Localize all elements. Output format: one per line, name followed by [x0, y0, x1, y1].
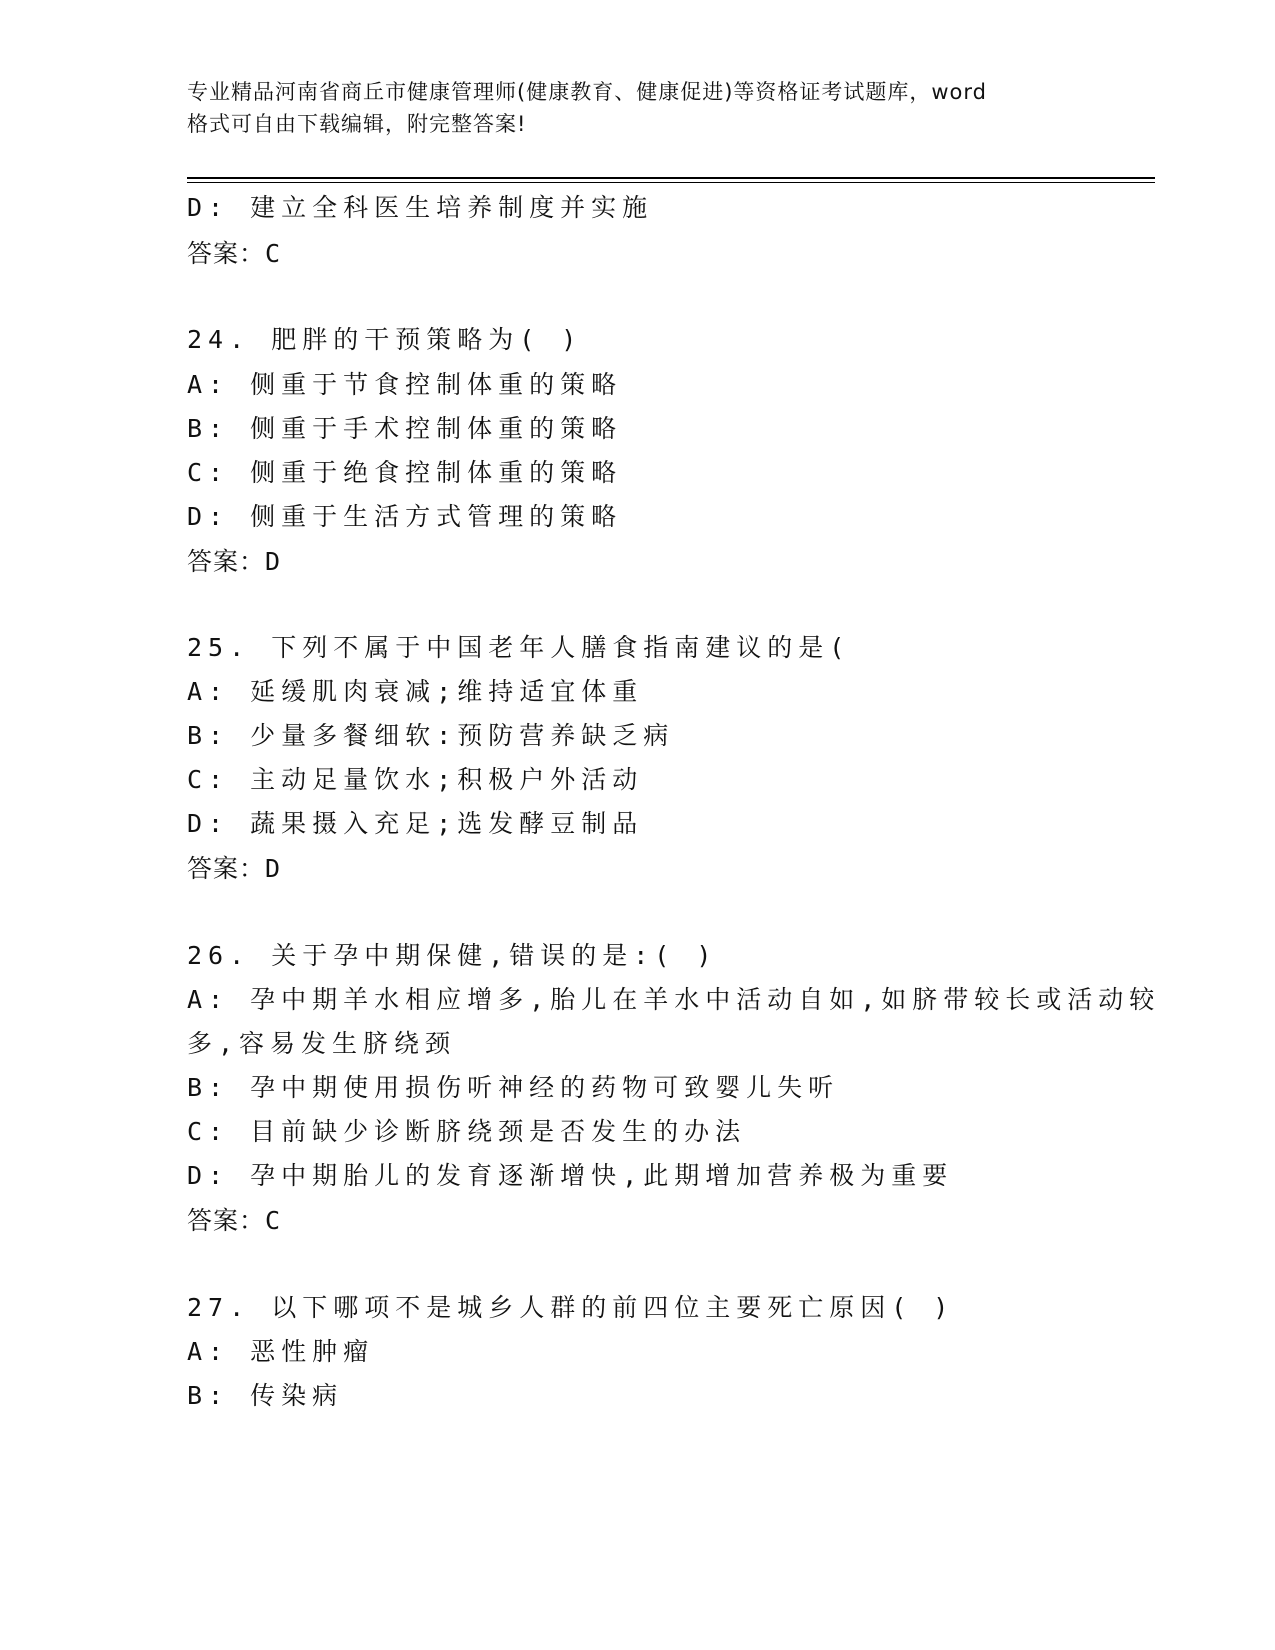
q26-option-c: C: 目前缺少诊断脐绕颈是否发生的办法	[187, 1117, 747, 1146]
header-divider-thick	[187, 177, 1155, 179]
answer-label: 答案：	[187, 854, 266, 883]
q24-option-c: C: 侧重于绝食控制体重的策略	[187, 458, 623, 487]
answer-label: 答案：	[187, 239, 266, 268]
q27-option-a: A: 恶性肿瘤	[187, 1337, 375, 1366]
q24-option-b: B: 侧重于手术控制体重的策略	[187, 414, 623, 443]
q25-option-d: D: 蔬果摄入充足;选发酵豆制品	[187, 809, 644, 838]
prev-answer	[187, 238, 281, 270]
header-divider-thin	[187, 182, 1155, 183]
q26-option-d: D: 孕中期胎儿的发育逐渐增快,此期增加营养极为重要	[187, 1161, 954, 1190]
q27-option-b: B: 传染病	[187, 1381, 344, 1410]
q27-stem: 27. 以下哪项不是城乡人群的前四位主要死亡原因( )	[187, 1293, 955, 1322]
q25-option-a: A: 延缓肌肉衰减;维持适宜体重	[187, 677, 644, 706]
answer-value: C	[265, 239, 282, 268]
q25-option-c: C: 主动足量饮水;积极户外活动	[187, 765, 644, 794]
q25-option-b: B: 少量多餐细软:预防营养缺乏病	[187, 721, 675, 750]
answer-value: D	[265, 547, 282, 576]
q24-option-a: A: 侧重于节食控制体重的策略	[187, 370, 623, 399]
q26-answer	[187, 1205, 281, 1237]
q24-answer	[187, 546, 281, 578]
q24-option-d: D: 侧重于生活方式管理的策略	[187, 502, 623, 531]
q24-stem: 24. 肥胖的干预策略为( )	[187, 325, 583, 354]
answer-value: D	[265, 854, 282, 883]
answer-label: 答案：	[187, 1206, 266, 1235]
q26-option-b: B: 孕中期使用损伤听神经的药物可致婴儿失听	[187, 1073, 840, 1102]
header-line-1: 专业精品河南省商丘市健康管理师(健康教育、健康促进)等资格证考试题库，word	[187, 80, 988, 104]
prev-option-d: D: 建立全科医生培养制度并实施	[187, 193, 654, 222]
q25-stem: 25. 下列不属于中国老年人膳食指南建议的是(	[187, 633, 851, 662]
q26-option-a-line1: A: 孕中期羊水相应增多,胎儿在羊水中活动自如,如脐带较长或活动较	[187, 985, 1161, 1014]
header-line-2: 格式可自由下载编辑，附完整答案!	[187, 112, 527, 136]
q25-answer	[187, 853, 281, 885]
q26-stem: 26. 关于孕中期保健,错误的是:( )	[187, 941, 718, 970]
page-header	[187, 76, 1087, 140]
answer-value: C	[265, 1206, 282, 1235]
answer-label: 答案：	[187, 547, 266, 576]
q26-option-a-line2: 多,容易发生脐绕颈	[187, 1029, 457, 1058]
